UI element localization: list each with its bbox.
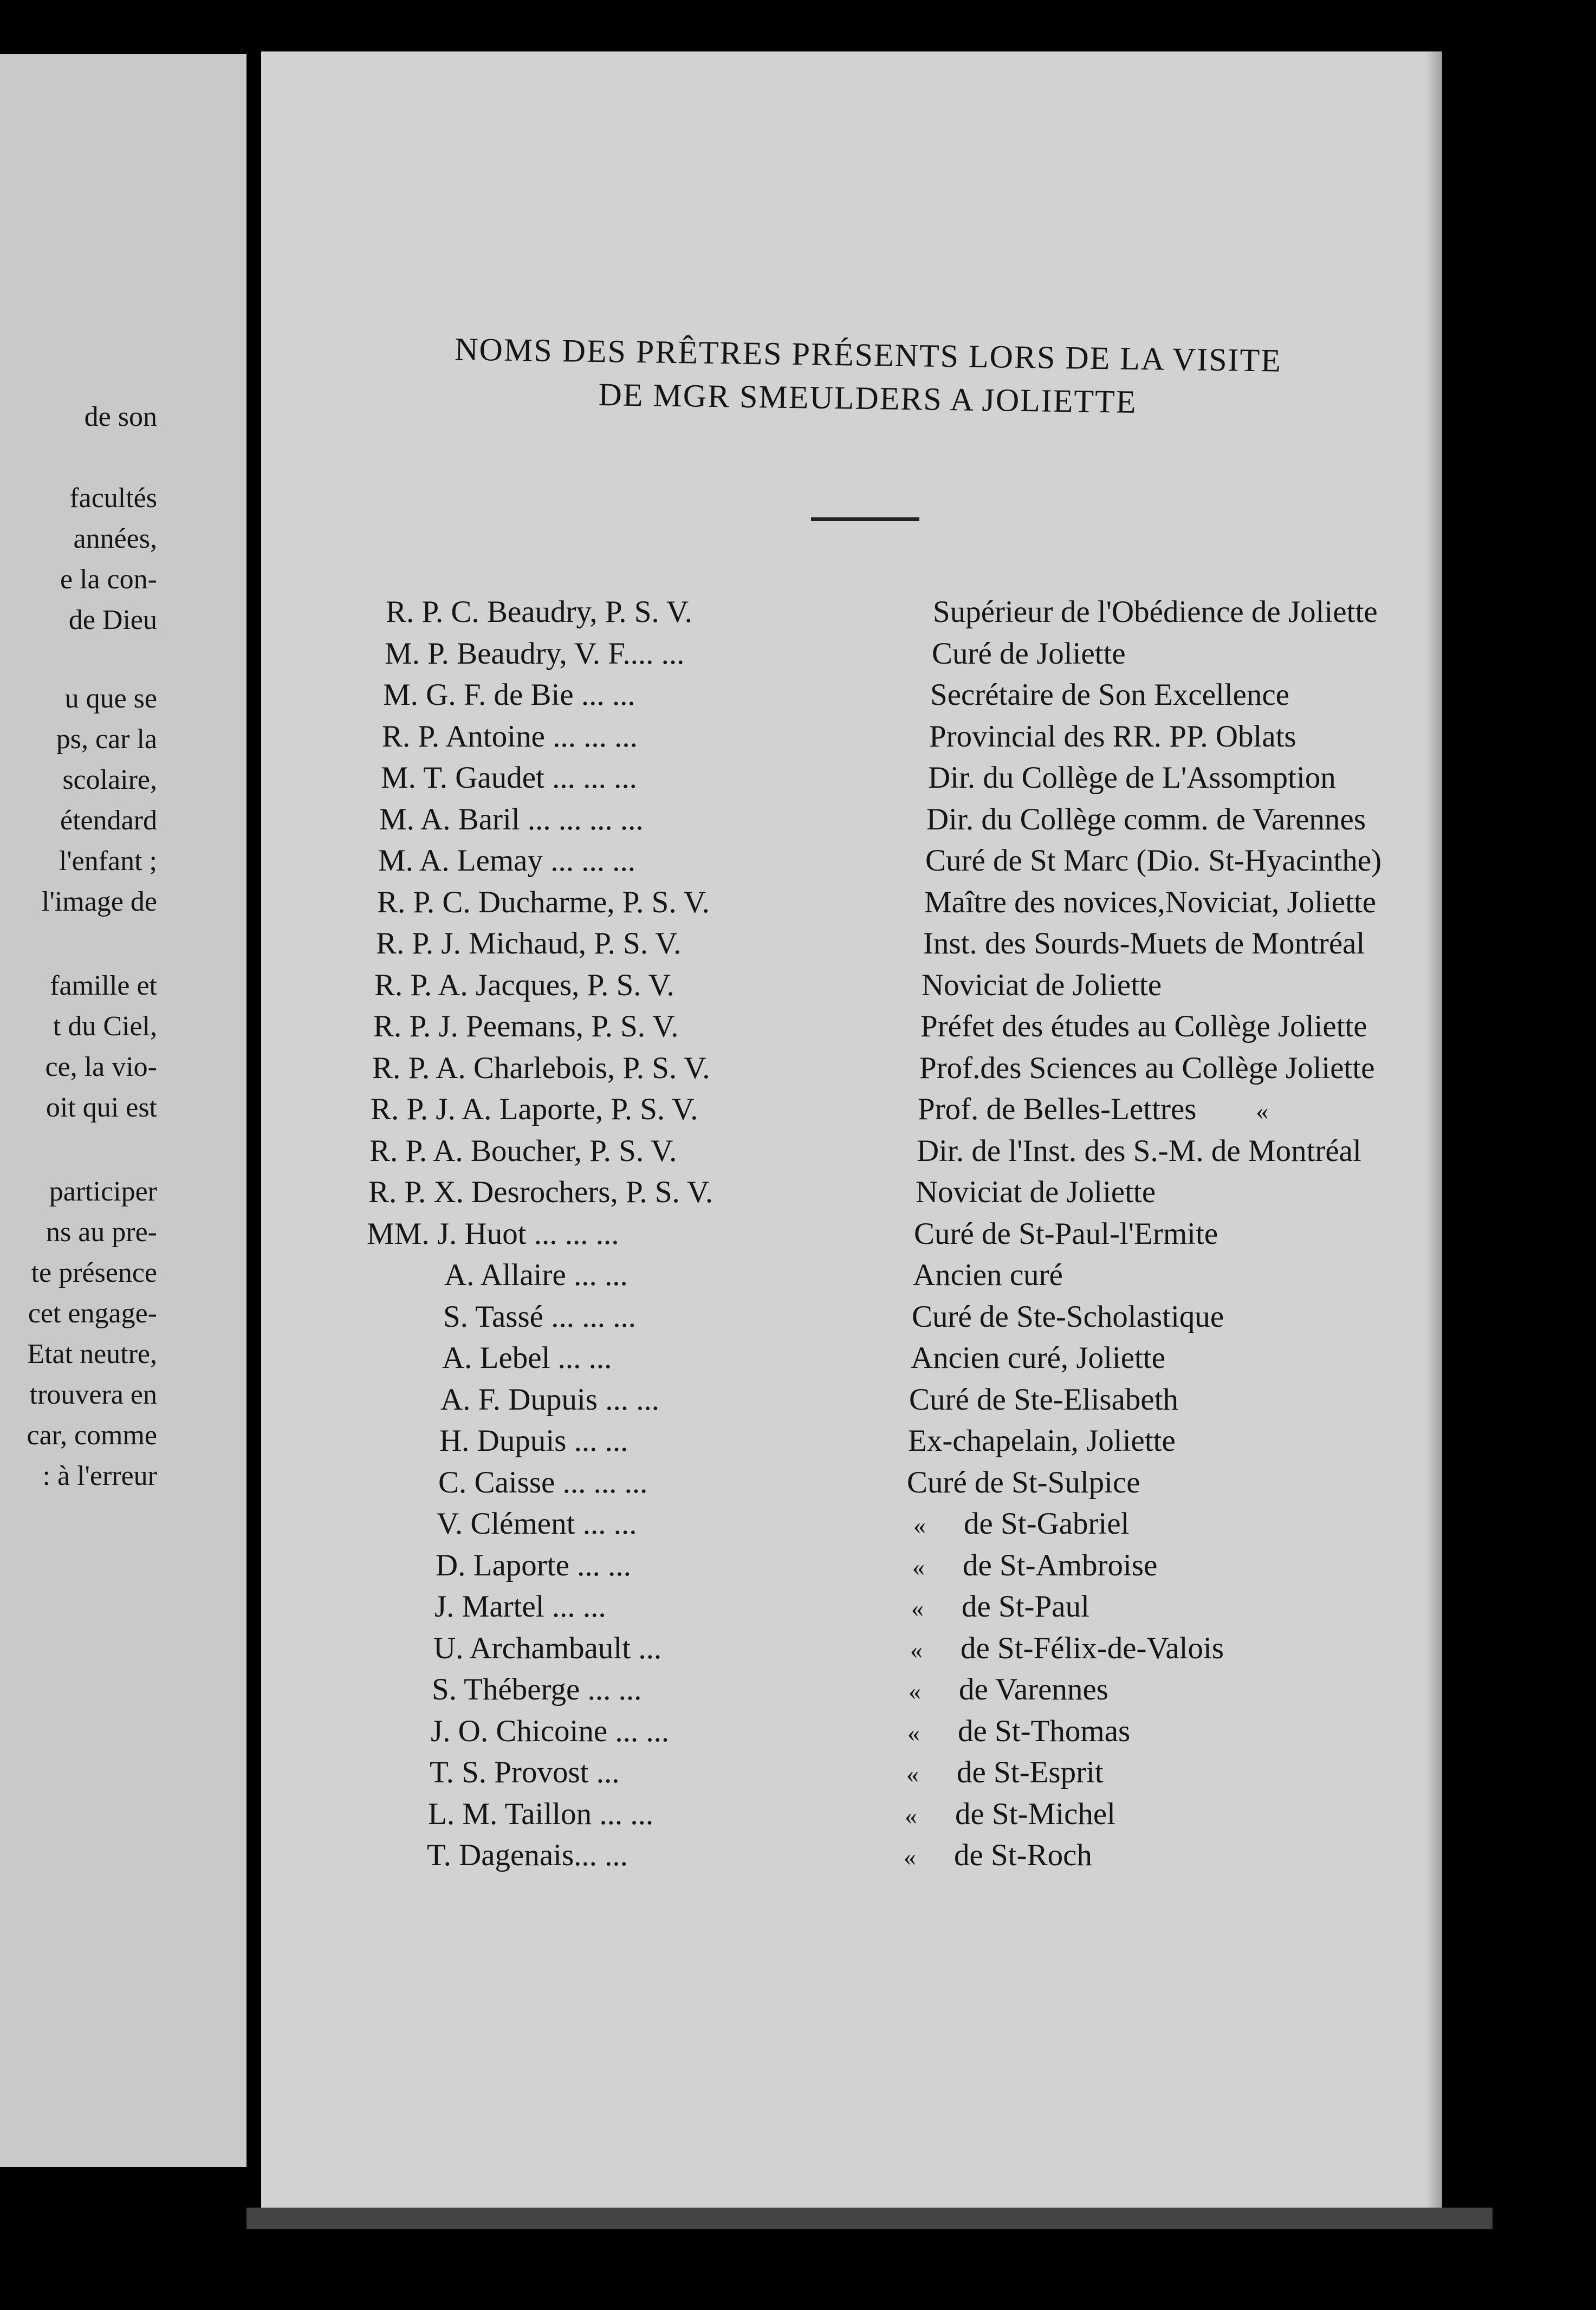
- role-text: de St-Esprit: [957, 1755, 1104, 1789]
- left-text-line: ps, car la: [56, 724, 157, 755]
- left-text-line: étendard: [60, 805, 157, 836]
- priest-name: U. Archambault ...: [433, 1631, 662, 1665]
- priest-name: A. F. Dupuis ... ...: [440, 1382, 659, 1417]
- role-text: Ancien curé, Joliette: [911, 1341, 1166, 1375]
- priest-list: [261, 51, 1442, 2208]
- priest-name: A. Lebel ... ...: [442, 1341, 612, 1375]
- priest-name: J. Martel ... ...: [434, 1589, 606, 1624]
- role-text: Dir. de l'Inst. des S.-M. de Montréal: [917, 1133, 1361, 1168]
- priest-role: [905, 1795, 1115, 1835]
- priest-role: [920, 1008, 1367, 1046]
- left-text-line: de Dieu: [68, 605, 157, 635]
- priest-name: R. P. A. Jacques, P. S. V.: [374, 968, 674, 1002]
- role-text: de St-Gabriel: [964, 1507, 1130, 1541]
- priest-role: [929, 718, 1296, 756]
- priest-role: [908, 1422, 1176, 1460]
- role-text: Ex-chapelain, Joliette: [908, 1424, 1176, 1458]
- priest-name: S. Théberge ... ...: [432, 1672, 642, 1706]
- role-text: Curé de Ste-Elisabeth: [909, 1382, 1179, 1417]
- role-text: Curé de St-Paul-l'Ermite: [914, 1216, 1218, 1251]
- priest-role: [912, 1547, 1157, 1586]
- priest-name: R. P. J. A. Laporte, P. S. V.: [371, 1092, 698, 1126]
- priest-role: [913, 1256, 1063, 1294]
- priest-name: M. P. Beaudry, V. F.... ...: [385, 636, 685, 671]
- ditto-mark: «: [907, 1718, 920, 1747]
- priest-role: [917, 1132, 1361, 1170]
- role-text: Maître des novices,Noviciat, Joliette: [924, 885, 1377, 919]
- priest-name: M. T. Gaudet ... ... ...: [381, 761, 637, 795]
- priest-role: [918, 1091, 1268, 1130]
- left-text-line: participer: [49, 1176, 157, 1207]
- priest-name: T. S. Provost ...: [430, 1755, 620, 1789]
- priest-name: H. Dupuis ... ...: [439, 1424, 628, 1458]
- role-text: Noviciat de Joliette: [922, 968, 1162, 1002]
- left-text-line: l'image de: [42, 886, 157, 917]
- left-text-line: famille et: [50, 970, 157, 1001]
- left-text-line: u que se: [64, 683, 157, 714]
- priest-role: [911, 1339, 1165, 1377]
- priest-role: [913, 1505, 1129, 1545]
- role-text: de St-Thomas: [958, 1714, 1131, 1748]
- priest-name: M. A. Baril ... ... ... ...: [379, 802, 644, 836]
- priest-name: L. M. Taillon ... ...: [428, 1796, 654, 1831]
- priest-name: R. P. Antoine ... ... ...: [382, 719, 638, 754]
- priest-name: R. P. J. Michaud, P. S. V.: [376, 926, 682, 961]
- role-text: de St-Paul: [962, 1589, 1089, 1624]
- priest-role: [909, 1381, 1178, 1419]
- left-text-line: te présence: [31, 1257, 157, 1288]
- priest-role: [914, 1215, 1218, 1253]
- left-text-line: oit qui est: [46, 1092, 157, 1123]
- left-text-line: t du Ciel,: [53, 1011, 157, 1042]
- priest-name: J. O. Chicoine ... ...: [431, 1714, 670, 1748]
- priest-role: [924, 884, 1376, 922]
- document-page: [261, 51, 1442, 2208]
- priest-name: M. G. F. de Bie ... ...: [383, 678, 635, 712]
- priest-role: [933, 593, 1378, 631]
- left-text-line: : à l'erreur: [42, 1461, 157, 1491]
- priest-role: [904, 1837, 1092, 1876]
- priest-role: [923, 925, 1365, 963]
- priest-role: [928, 759, 1336, 797]
- left-text-line: ns au pre-: [46, 1217, 157, 1248]
- priest-name: D. Laporte ... ...: [436, 1548, 631, 1582]
- ditto-mark: «: [1256, 1097, 1269, 1125]
- role-text: de Varennes: [959, 1672, 1108, 1706]
- role-text: de St-Roch: [954, 1838, 1092, 1872]
- role-text: de St-Ambroise: [963, 1548, 1158, 1582]
- left-text-line: scolaire,: [62, 764, 157, 795]
- priest-name: V. Clément ... ...: [437, 1507, 637, 1541]
- role-text: de St-Félix-de-Valois: [961, 1631, 1224, 1665]
- ditto-mark: «: [911, 1594, 924, 1622]
- left-text-line: trouvera en: [29, 1379, 157, 1410]
- priest-name: M. A. Lemay ... ... ...: [378, 843, 635, 878]
- priest-role: [906, 1754, 1104, 1793]
- role-text: Noviciat de Joliette: [916, 1175, 1156, 1209]
- role-text: Dir. du Collège comm. de Varennes: [926, 802, 1366, 836]
- priest-name: S. Tassé ... ... ...: [443, 1299, 636, 1334]
- ditto-mark: «: [904, 1843, 916, 1871]
- role-text: Curé de Ste-Scholastique: [912, 1299, 1224, 1334]
- page-gutter: [246, 0, 263, 2310]
- ditto-mark: «: [905, 1801, 917, 1829]
- role-text: Prof. de Belles-Lettres: [918, 1092, 1197, 1126]
- priest-role: [907, 1712, 1130, 1752]
- priest-name: A. Allaire ... ...: [444, 1258, 628, 1292]
- priest-name: MM. J. Huot ... ... ...: [367, 1216, 619, 1251]
- priest-name: R. P. C. Ducharme, P. S. V.: [377, 885, 710, 919]
- ditto-mark: «: [909, 1677, 921, 1705]
- role-text: de St-Michel: [955, 1796, 1116, 1831]
- title-line-2: DE MGR SMEULDERS A JOLIETTE: [598, 377, 1137, 420]
- left-text-line: de son: [84, 401, 157, 432]
- page-edge-shadow: [1426, 51, 1442, 2208]
- left-page-fragment: [0, 54, 246, 2167]
- role-text: Supérieur de l'Obédience de Joliette: [933, 595, 1378, 629]
- left-text-line: e la con-: [60, 564, 157, 595]
- role-text: Secrétaire de Son Excellence: [930, 678, 1290, 712]
- left-text-line: ce, la vio-: [45, 1052, 157, 1082]
- left-text-line: facultés: [69, 483, 157, 514]
- priest-name: R. P. A. Boucher, P. S. V.: [369, 1133, 677, 1168]
- left-text-line: cet engage-: [28, 1298, 157, 1329]
- role-text: Inst. des Sourds-Muets de Montréal: [923, 926, 1365, 961]
- priest-name: R. P. C. Beaudry, P. S. V.: [386, 595, 692, 629]
- role-text: Provincial des RR. PP. Oblats: [929, 719, 1296, 754]
- role-text: Prof.des Sciences au Collège Joliette: [919, 1050, 1375, 1085]
- left-text-line: l'enfant ;: [59, 846, 157, 877]
- priest-role: [916, 1173, 1156, 1211]
- priest-role: [922, 966, 1162, 1004]
- role-text: Préfet des études au Collège Joliette: [920, 1009, 1367, 1043]
- priest-role: [932, 635, 1126, 673]
- priest-role: [911, 1588, 1089, 1627]
- left-text-line: Etat neutre,: [27, 1339, 157, 1370]
- priest-role: [907, 1464, 1140, 1502]
- priest-role: [919, 1049, 1375, 1087]
- role-text: Dir. du Collège de L'Assomption: [928, 761, 1336, 795]
- priest-role: [926, 801, 1366, 839]
- priest-role: [930, 676, 1289, 714]
- left-text-line: car, comme: [27, 1420, 157, 1451]
- role-text: Curé de St-Sulpice: [907, 1465, 1140, 1500]
- priest-role: [909, 1671, 1108, 1710]
- priest-role: [910, 1630, 1224, 1669]
- priest-role: [925, 842, 1381, 880]
- title-line-1: NOMS DES PRÊTRES PRÉSENTS LORS DE LA VISITE: [454, 331, 1282, 379]
- priest-name: R. P. X. Desrochers, P. S. V.: [368, 1175, 713, 1209]
- priest-name: T. Dagenais... ...: [427, 1838, 628, 1872]
- left-text-line: années,: [73, 523, 157, 554]
- priest-role: [912, 1298, 1224, 1336]
- role-text: Ancien curé: [913, 1258, 1063, 1292]
- page-bottom-edge: [246, 2208, 1493, 2229]
- ditto-mark: «: [912, 1553, 925, 1581]
- ditto-mark: «: [910, 1636, 923, 1664]
- priest-name: R. P. A. Charlebois, P. S. V.: [372, 1050, 710, 1085]
- role-text: Curé de Joliette: [932, 636, 1126, 671]
- ditto-mark: «: [906, 1760, 919, 1788]
- role-text: Curé de St Marc (Dio. St-Hyacinthe): [925, 843, 1382, 878]
- priest-name: R. P. J. Peemans, P. S. V.: [373, 1009, 679, 1043]
- ditto-mark: «: [913, 1511, 926, 1539]
- priest-name: C. Caisse ... ... ...: [438, 1465, 648, 1500]
